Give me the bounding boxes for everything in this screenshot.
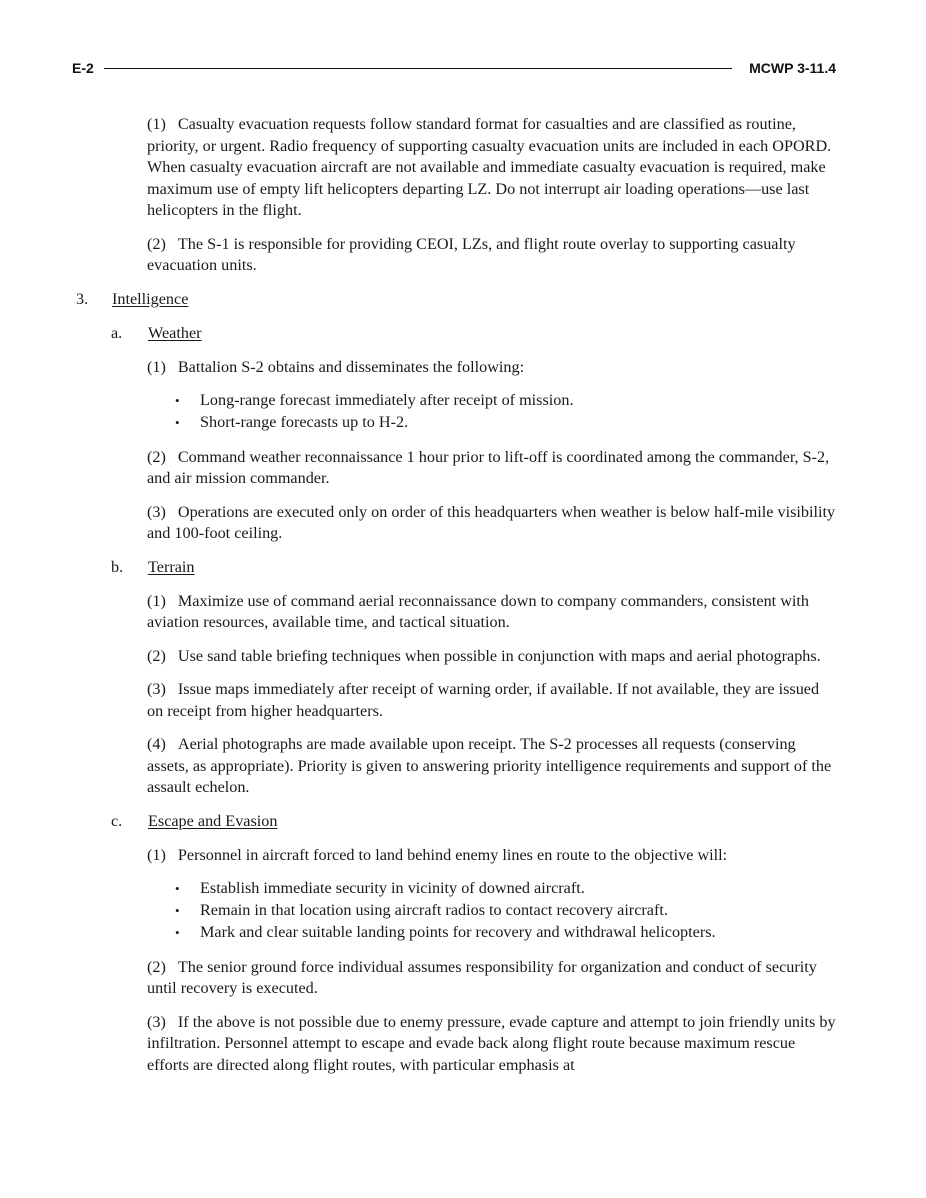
- paragraph-number: (1): [147, 845, 166, 864]
- paragraph: [147, 957, 836, 1000]
- bullet-icon: •: [175, 925, 180, 940]
- subsection-label: c.: [111, 811, 123, 830]
- paragraph: [147, 234, 836, 277]
- paragraph-number: (3): [147, 1012, 166, 1031]
- paragraph: [147, 502, 836, 545]
- paragraph-number: (2): [147, 646, 166, 665]
- page-number: E-2: [72, 60, 94, 76]
- paragraph-text: The senior ground force individual assumes responsibility for organization and conduct of security until recovery is executed.: [147, 957, 817, 997]
- paragraph-text: Aerial photographs are made available upon receipt. The S-2 processes all requests (conserving assets, as appropriate). Priority is given to answering priority intelligence requirements and support of the assault echelon.: [147, 735, 832, 796]
- paragraph-text: The S-1 is responsible for providing CEOI, LZs, and flight route overlay to supporting casualty evacuation units.: [147, 234, 796, 274]
- list-item-text: Establish immediate security in vicinity of downed aircraft.: [200, 879, 585, 897]
- paragraph: [147, 591, 836, 634]
- paragraph-number: (2): [147, 957, 166, 976]
- document-body: [72, 114, 836, 1088]
- paragraph-number: (1): [147, 115, 166, 133]
- subsection-heading: [72, 811, 836, 833]
- paragraph: [147, 114, 836, 222]
- paragraph: [147, 679, 836, 722]
- subsection-label: b.: [111, 557, 124, 576]
- page-header: [72, 58, 836, 80]
- list-item-text: Short-range forecasts up to H-2.: [200, 413, 409, 431]
- list-item: [175, 878, 836, 900]
- paragraph-text: Personnel in aircraft forced to land behind enemy lines en route to the objective will:: [177, 845, 728, 864]
- section-heading: [72, 289, 836, 311]
- bullet-list: [175, 390, 836, 434]
- section-number: 3.: [76, 289, 89, 308]
- list-item: [175, 922, 836, 944]
- paragraph: [147, 646, 836, 668]
- paragraph-text: Operations are executed only on order of this headquarters when weather is below half-mile visibility and 100-foot ceiling.: [147, 502, 836, 542]
- list-item: [175, 390, 836, 412]
- bullet-icon: •: [175, 903, 180, 918]
- list-item: [175, 412, 836, 434]
- paragraph-number: (4): [147, 735, 166, 753]
- paragraph: [147, 1012, 836, 1077]
- bullet-icon: •: [175, 881, 180, 896]
- paragraph-number: (2): [147, 234, 166, 253]
- section-title: Intelligence: [112, 289, 189, 308]
- paragraph-number: (1): [147, 357, 166, 376]
- list-item-text: Long-range forecast immediately after receipt of mission.: [200, 391, 574, 409]
- paragraph: [147, 357, 836, 379]
- paragraph-text: Battalion S-2 obtains and disseminates the following:: [177, 357, 525, 376]
- paragraph-text: Use sand table briefing techniques when possible in conjunction with maps and aerial photographs.: [177, 646, 821, 665]
- publication-id: MCWP 3-11.4: [749, 60, 836, 76]
- paragraph: [147, 447, 836, 490]
- paragraph-text: Casualty evacuation requests follow standard format for casualties and are classified as routine, priority, or urgent. Radio frequency of supporting casualty evacuation units are included in each OPORD. When casualty evacuation aircraft are not available and immediate casualty evacuation is required, make maximum use of empty lift helicopters departing LZ. Do not interrupt air loading operations—use last helicopters in the flight.: [147, 115, 832, 219]
- list-item: [175, 900, 836, 922]
- paragraph-text: Issue maps immediately after receipt of warning order, if available. If not available, they are issued on receipt from higher headquarters.: [147, 680, 820, 720]
- paragraph-text: If the above is not possible due to enemy pressure, evade capture and attempt to join friendly units by infiltration. Personnel attempt to escape and evade back along flight route because maximum rescue efforts are directed along flight routes, with particular emphasis at: [147, 1012, 836, 1074]
- bullet-icon: •: [175, 415, 180, 430]
- subsection-heading: [72, 323, 836, 345]
- bullet-icon: •: [175, 393, 180, 408]
- list-item-text: Mark and clear suitable landing points for recovery and withdrawal helicopters.: [200, 923, 716, 941]
- subsection-heading: [72, 557, 836, 579]
- bullet-list: [175, 878, 836, 944]
- list-item-text: Remain in that location using aircraft radios to contact recovery aircraft.: [200, 901, 668, 919]
- paragraph-text: Maximize use of command aerial reconnaissance down to company commanders, consistent with aviation resources, available time, and tactical situation.: [147, 591, 809, 631]
- subsection-title: Terrain: [148, 557, 195, 576]
- subsection-title: Weather: [148, 323, 202, 342]
- paragraph-number: (2): [147, 447, 166, 466]
- paragraph: [147, 845, 836, 867]
- paragraph-text: Command weather reconnaissance 1 hour prior to lift-off is coordinated among the commander, S-2, and air mission commander.: [147, 447, 830, 487]
- paragraph-number: (1): [147, 591, 166, 610]
- paragraph: [147, 734, 836, 799]
- subsection-title: Escape and Evasion: [148, 811, 278, 830]
- header-rule: [104, 68, 732, 69]
- paragraph-number: (3): [147, 502, 166, 521]
- paragraph-number: (3): [147, 680, 166, 698]
- subsection-label: a.: [111, 323, 123, 342]
